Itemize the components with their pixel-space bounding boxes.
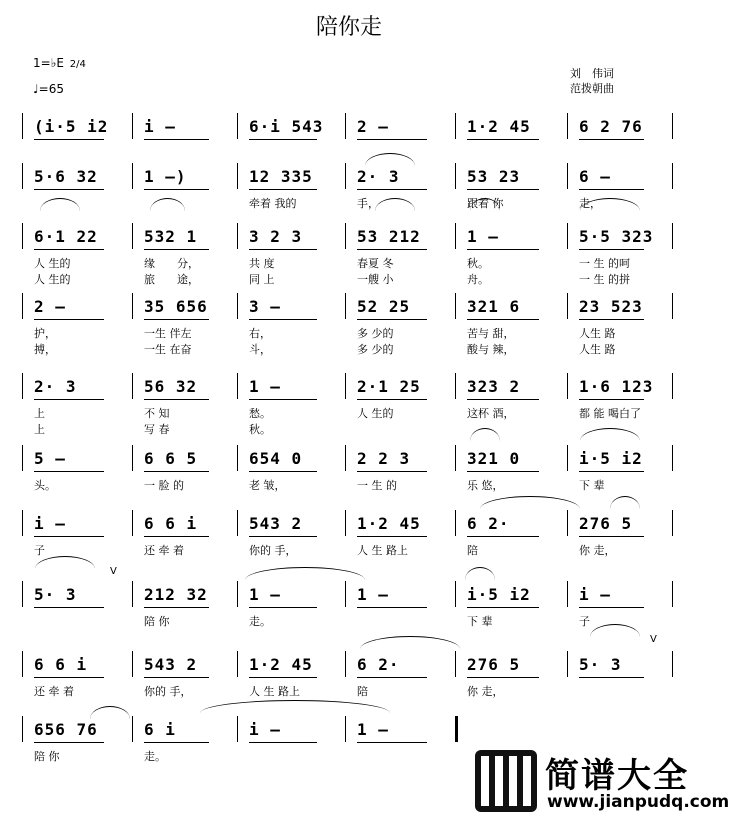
barline: [455, 651, 456, 677]
measure-notes: 53 212: [357, 227, 421, 246]
beam-underline: [357, 399, 427, 400]
lyric-verse-2: 上: [34, 423, 45, 436]
barline: [345, 445, 346, 471]
barline: [567, 651, 568, 677]
lyric-verse-2: 同 上: [249, 273, 275, 286]
beam-underline: [34, 139, 104, 140]
lyric-verse-1: 缘 分，: [144, 257, 199, 270]
measure-notes: 321 6: [467, 297, 521, 316]
barline: [237, 445, 238, 471]
measure-notes: 2 –: [357, 117, 389, 136]
measure-notes: 12 335: [249, 167, 313, 186]
key-signature: [33, 56, 86, 70]
lyric-verse-2: 一 生 的拼: [579, 273, 630, 286]
beam-underline: [34, 189, 104, 190]
barline: [22, 651, 23, 677]
measure-notes: (i·5 i2: [34, 117, 109, 136]
lyric-verse-1: 手，: [357, 197, 379, 210]
measure-notes: 6·1 22: [34, 227, 98, 246]
lyric-verse-1: 一 脸 的: [144, 479, 184, 492]
beam-underline: [467, 677, 539, 678]
measure-notes: 5· 3: [34, 585, 77, 604]
beam-underline: [357, 189, 427, 190]
barline: [455, 373, 456, 399]
beam-underline: [249, 742, 317, 743]
beam-underline: [144, 319, 209, 320]
beam-underline: [357, 607, 427, 608]
lyric-verse-1: 走，: [579, 197, 601, 210]
beam-underline: [249, 189, 317, 190]
lyric-verse-1: 走。: [249, 615, 271, 628]
measure-notes: 6 6 i: [144, 514, 198, 533]
lyric-verse-1: 跟着 你: [467, 197, 504, 210]
composer-credit: 范拨朝曲: [570, 82, 614, 95]
beam-underline: [579, 189, 644, 190]
lyric-verse-1: 还 牵 着: [34, 685, 74, 698]
measure-notes: 56 32: [144, 377, 198, 396]
lyric-verse-1: 人 生的: [34, 257, 71, 270]
site-logo: [475, 748, 729, 814]
lyric-verse-1: 右，: [249, 327, 271, 340]
barline: [345, 510, 346, 536]
measure-notes: 532 1: [144, 227, 198, 246]
barline: [455, 510, 456, 536]
beam-underline: [467, 471, 539, 472]
beam-underline: [579, 319, 644, 320]
barline: [22, 113, 23, 139]
logo-url: www.jianpudq.com: [547, 792, 729, 812]
barline: [237, 223, 238, 249]
lyric-verse-1: 一 生 的呵: [579, 257, 630, 270]
beam-underline: [357, 471, 427, 472]
measure-notes: 53 23: [467, 167, 521, 186]
barline: [345, 373, 346, 399]
barline: [345, 293, 346, 319]
beam-underline: [249, 399, 317, 400]
lyric-verse-2: 多 少的: [357, 343, 394, 356]
measure-notes: 6 6 i: [34, 655, 88, 674]
barline: [455, 445, 456, 471]
beam-underline: [249, 677, 317, 678]
barline: [237, 113, 238, 139]
lyric-verse-1: 陪 你: [34, 750, 60, 763]
time-signature: 2/4: [69, 59, 86, 70]
measure-notes: 6 2·: [357, 655, 400, 674]
beam-underline: [34, 399, 104, 400]
slur-arc: [90, 706, 130, 719]
barline: [567, 163, 568, 189]
measure-notes: 1 –: [357, 720, 389, 739]
slur-arc: [610, 496, 640, 509]
measure-notes: 1·2 45: [249, 655, 313, 674]
measure-notes: i –: [144, 117, 176, 136]
measure-notes: 212 32: [144, 585, 208, 604]
barline: [567, 223, 568, 249]
barline: [345, 163, 346, 189]
measure-notes: 1 –: [249, 585, 281, 604]
logo-title: 简谱大全: [545, 756, 689, 796]
beam-underline: [579, 399, 644, 400]
beam-underline: [144, 677, 209, 678]
barline: [22, 445, 23, 471]
beam-underline: [249, 471, 317, 472]
beam-underline: [579, 536, 644, 537]
barline: [132, 510, 133, 536]
beam-underline: [467, 536, 539, 537]
lyric-verse-2: 酸与 辣，: [467, 343, 515, 356]
beam-underline: [579, 139, 644, 140]
measure-notes: 1·2 45: [467, 117, 531, 136]
barline: [345, 223, 346, 249]
barline: [132, 113, 133, 139]
barline: [237, 581, 238, 607]
beam-underline: [357, 536, 427, 537]
measure-notes: 543 2: [144, 655, 198, 674]
barline: [237, 373, 238, 399]
lyric-verse-2: 秋。: [249, 423, 271, 436]
measure-notes: 2 2 3: [357, 449, 411, 468]
barline: [567, 113, 568, 139]
lyric-verse-1: 下 辈: [579, 479, 605, 492]
beam-underline: [34, 536, 104, 537]
barline: [237, 510, 238, 536]
beam-underline: [357, 677, 427, 678]
barline: [567, 373, 568, 399]
barline: [132, 445, 133, 471]
slur-arc: [200, 700, 390, 713]
beam-underline: [34, 471, 104, 472]
beam-underline: [144, 139, 209, 140]
barline: [345, 716, 346, 742]
measure-notes: 543 2: [249, 514, 303, 533]
barline: [345, 581, 346, 607]
measure-notes: 654 0: [249, 449, 303, 468]
lyric-verse-1: 你的 手，: [144, 685, 192, 698]
slur-arc: [470, 428, 500, 441]
lyric-verse-1: 上: [34, 407, 45, 420]
slur-arc: [465, 567, 495, 580]
beam-underline: [579, 677, 644, 678]
beam-underline: [467, 607, 539, 608]
measure-notes: 2· 3: [357, 167, 400, 186]
measure-notes: 5·6 32: [34, 167, 98, 186]
beam-underline: [34, 607, 104, 608]
barline: [132, 293, 133, 319]
measure-notes: i –: [34, 514, 66, 533]
barline: [455, 223, 456, 249]
measure-notes: 52 25: [357, 297, 411, 316]
barline: [672, 163, 673, 189]
lyric-verse-1: 人生 路: [579, 327, 616, 340]
beam-underline: [249, 319, 317, 320]
lyric-verse-1: 愁。: [249, 407, 271, 420]
beam-underline: [467, 189, 539, 190]
measure-notes: 5· 3: [579, 655, 622, 674]
beam-underline: [249, 139, 317, 140]
measure-notes: 5·5 323: [579, 227, 654, 246]
barline: [455, 293, 456, 319]
beam-underline: [249, 249, 317, 250]
lyric-verse-1: 你 走，: [579, 544, 616, 557]
beam-underline: [357, 319, 427, 320]
beam-underline: [467, 399, 539, 400]
slur-arc: [245, 567, 365, 580]
barline: [132, 716, 133, 742]
barline: [672, 445, 673, 471]
lyric-verse-1: 你的 手，: [249, 544, 297, 557]
measure-notes: 6 i: [144, 720, 176, 739]
beam-underline: [144, 399, 209, 400]
slur-arc: [480, 496, 580, 509]
slur-arc: [150, 198, 185, 211]
lyric-verse-2: 人 生的: [34, 273, 71, 286]
barline: [455, 113, 456, 139]
lyric-verse-2: 一艘 小: [357, 273, 394, 286]
lyric-verse-1: 不 知: [144, 407, 170, 420]
measure-notes: 3 –: [249, 297, 281, 316]
lyric-verse-2: 斗，: [249, 343, 271, 356]
measure-notes: 1·6 123: [579, 377, 654, 396]
lyric-verse-1: 护，: [34, 327, 56, 340]
beam-underline: [144, 471, 209, 472]
beam-underline: [249, 607, 317, 608]
barline: [22, 373, 23, 399]
beam-underline: [579, 471, 644, 472]
lyric-verse-1: 共 度: [249, 257, 275, 270]
lyric-verse-1: 一 生 的: [357, 479, 397, 492]
slur-arc: [580, 428, 640, 441]
beam-underline: [357, 742, 427, 743]
barline: [22, 223, 23, 249]
barline: [567, 510, 568, 536]
beam-underline: [357, 139, 427, 140]
lyric-verse-1: 这杯 酒，: [467, 407, 515, 420]
slur-arc: [40, 198, 80, 211]
measure-notes: i –: [249, 720, 281, 739]
barline: [672, 581, 673, 607]
lyric-verse-1: 还 牵 着: [144, 544, 184, 557]
slur-arc: [590, 624, 640, 637]
page-title: 陪你走: [315, 15, 382, 40]
slur-arc: [365, 153, 415, 166]
lyric-verse-2: 人生 路: [579, 343, 616, 356]
slur-arc: [375, 198, 415, 211]
lyric-verse-1: 人 生 路上: [357, 544, 408, 557]
lyric-verse-1: 秋。: [467, 257, 489, 270]
beam-underline: [34, 677, 104, 678]
barline: [132, 581, 133, 607]
barline: [237, 651, 238, 677]
barline: [237, 163, 238, 189]
barline: [22, 293, 23, 319]
measure-notes: 1 –: [249, 377, 281, 396]
barline: [132, 163, 133, 189]
beam-underline: [467, 319, 539, 320]
barline: [345, 651, 346, 677]
credits: [570, 66, 614, 96]
lyric-verse-1: 下 辈: [467, 615, 493, 628]
lyric-verse-2: 一生 在奋: [144, 343, 192, 356]
lyric-verse-1: 陪: [357, 685, 368, 698]
barline: [132, 651, 133, 677]
measure-notes: 6 2 76: [579, 117, 643, 136]
lyric-verse-2: 写 春: [144, 423, 170, 436]
barline: [672, 293, 673, 319]
measure-notes: 5 –: [34, 449, 66, 468]
measure-notes: 1 –: [357, 585, 389, 604]
barline: [22, 716, 23, 742]
barline: [672, 510, 673, 536]
lyric-verse-1: 一生 伴左: [144, 327, 192, 340]
lyric-verse-2: 旅 途，: [144, 273, 199, 286]
measure-notes: 23 523: [579, 297, 643, 316]
lyric-verse-1: 老 皱，: [249, 479, 286, 492]
barline: [567, 293, 568, 319]
lyric-verse-1: 都 能 喝白了: [579, 407, 641, 420]
lyric-verse-1: 子: [579, 615, 590, 628]
barline: [237, 716, 238, 742]
measure-notes: 2· 3: [34, 377, 77, 396]
beam-underline: [144, 607, 209, 608]
measure-notes: 6 –: [579, 167, 611, 186]
slur-arc: [360, 636, 460, 649]
beam-underline: [357, 249, 427, 250]
beam-underline: [467, 139, 539, 140]
breath-mark: V: [650, 634, 657, 645]
barline: [345, 113, 346, 139]
lyric-verse-1: 乐 悠，: [467, 479, 504, 492]
measure-notes: 6 2·: [467, 514, 510, 533]
measure-notes: 6 6 5: [144, 449, 198, 468]
barline: [22, 581, 23, 607]
barline: [672, 113, 673, 139]
measure-notes: 2 –: [34, 297, 66, 316]
measure-notes: 3 2 3: [249, 227, 303, 246]
measure-notes: 656 76: [34, 720, 98, 739]
measure-notes: i –: [579, 585, 611, 604]
measure-notes: 276 5: [579, 514, 633, 533]
lyric-verse-1: 头。: [34, 479, 56, 492]
beam-underline: [144, 249, 209, 250]
measure-notes: 6·i 543: [249, 117, 324, 136]
measure-notes: 1·2 45: [357, 514, 421, 533]
barline: [455, 716, 458, 742]
beam-underline: [34, 742, 104, 743]
piano-keys-icon: [475, 750, 537, 812]
barline: [22, 510, 23, 536]
beam-underline: [34, 249, 104, 250]
barline: [455, 581, 456, 607]
measure-notes: 323 2: [467, 377, 521, 396]
barline: [132, 373, 133, 399]
barline: [22, 163, 23, 189]
lyric-verse-1: 牵着 我的: [249, 197, 297, 210]
lyric-verse-2: 搏，: [34, 343, 56, 356]
measure-notes: 2·1 25: [357, 377, 421, 396]
lyric-verse-2: 舟。: [467, 273, 489, 286]
beam-underline: [34, 319, 104, 320]
beam-underline: [249, 536, 317, 537]
key-label: 1=♭E: [33, 56, 64, 70]
measure-notes: 276 5: [467, 655, 521, 674]
lyric-verse-1: 走。: [144, 750, 166, 763]
beam-underline: [467, 249, 539, 250]
barline: [672, 651, 673, 677]
lyricist-credit: 刘 伟词: [570, 67, 614, 80]
barline: [237, 293, 238, 319]
barline: [672, 223, 673, 249]
measure-notes: 35 656: [144, 297, 208, 316]
lyric-verse-1: 你 走，: [467, 685, 504, 698]
beam-underline: [579, 607, 644, 608]
measure-notes: 321 0: [467, 449, 521, 468]
lyric-verse-1: 春夏 冬: [357, 257, 394, 270]
breath-mark: V: [110, 566, 117, 577]
lyric-verse-1: 苦与 甜，: [467, 327, 515, 340]
barline: [672, 373, 673, 399]
tempo-marking: ♩=65: [33, 82, 64, 96]
beam-underline: [144, 742, 209, 743]
beam-underline: [144, 189, 209, 190]
lyric-verse-1: 陪 你: [144, 615, 170, 628]
lyric-verse-1: 陪: [467, 544, 478, 557]
lyric-verse-1: 多 少的: [357, 327, 394, 340]
measure-notes: 1 –: [467, 227, 499, 246]
beam-underline: [144, 536, 209, 537]
measure-notes: i·5 i2: [467, 585, 531, 604]
lyric-verse-1: 人 生的: [357, 407, 394, 420]
measure-notes: i·5 i2: [579, 449, 643, 468]
measure-notes: 1 –): [144, 167, 187, 186]
barline: [567, 581, 568, 607]
lyric-verse-1: 人 生 路上: [249, 685, 300, 698]
barline: [455, 163, 456, 189]
barline: [567, 445, 568, 471]
lyric-verse-1: 子: [34, 544, 45, 557]
barline: [132, 223, 133, 249]
beam-underline: [579, 249, 644, 250]
